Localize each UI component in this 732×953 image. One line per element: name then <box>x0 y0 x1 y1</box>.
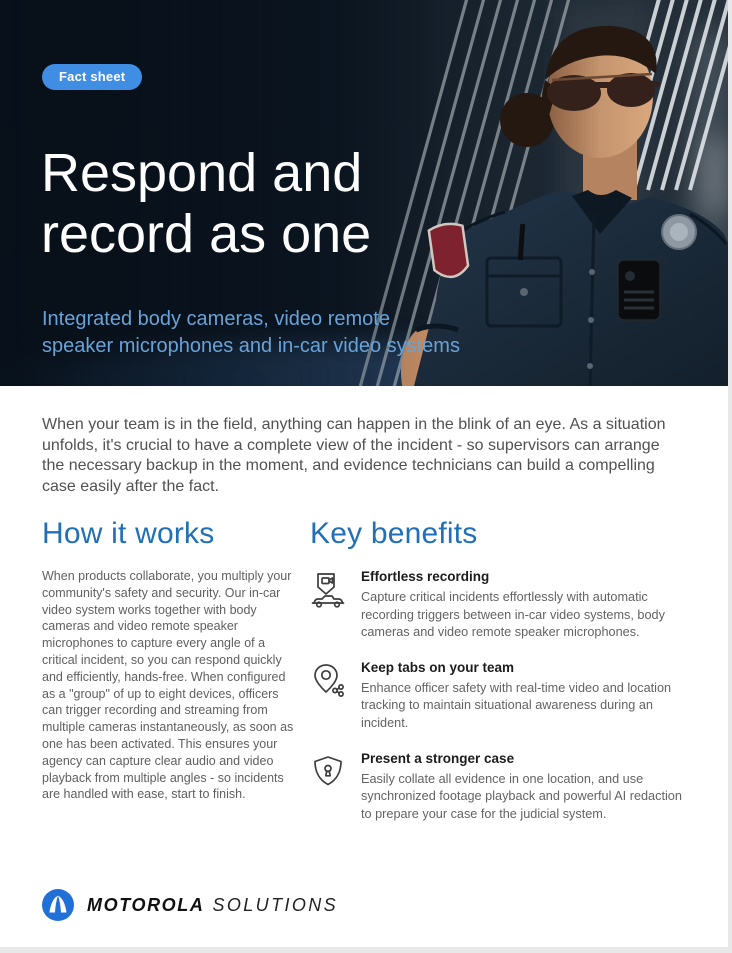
page-title-line1: Respond and <box>41 143 363 203</box>
hero-banner <box>0 0 728 386</box>
motorola-m-icon <box>42 889 74 921</box>
benefit-effortless-recording <box>310 568 686 642</box>
brand-wordmark <box>87 895 338 916</box>
how-it-works-heading: How it works <box>42 517 215 550</box>
main-content <box>0 415 728 840</box>
location-share-icon <box>310 659 350 733</box>
how-it-works-body: When products collaborate, you multiply your community's safety and security. Our in-car video system works together with body cameras and video remote speaker microphones to capture every angle of a critical incident, so you can respond quickly and efficiently, hands-free. When configured as a "group" of up to eight devices, officers can trigger recording and streaming from multiple cameras instantaneously, as soon as one has been activated. This ensures your agency can capture clear audio and video playback from multiple angles - so incidents are handled with ease, start to finish. <box>42 569 294 802</box>
benefit-title: Keep tabs on your team <box>361 659 515 675</box>
benefit-title: Effortless recording <box>361 569 490 584</box>
brand-solutions: SOLUTIONS <box>212 894 339 915</box>
benefit-keep-tabs <box>310 659 686 733</box>
car-video-camera-icon <box>310 568 350 642</box>
page-title-line2: record as one <box>41 204 372 264</box>
page-subtitle: Integrated body cameras, video remote speaker microphones and in-car video systems <box>42 308 460 357</box>
benefit-body: Enhance officer safety with real-time video and location tracking to maintain situational awareness during an incident. <box>361 680 672 730</box>
key-benefits-heading: Key benefits <box>310 517 478 550</box>
benefit-body: Capture critical incidents effortlessly with automatic recording triggers between in-car video systems, body cameras and video remote speaker microphones. <box>361 590 665 640</box>
fact-sheet-badge: Fact sheet <box>42 64 142 90</box>
key-benefits-section <box>310 517 686 840</box>
page-title <box>41 143 371 265</box>
intro-paragraph: When your team is in the field, anything can happen in the blink of an eye. As a situation unfolds, it's crucial to have a complete view of the incident - so supervisors can arrange the necessary backup in the moment, and evidence technicians can build a compelling case easily after the fact. <box>42 416 666 495</box>
benefit-body: Easily collate all evidence in one location, and use synchronized footage playback and powerful AI redaction to prepare your case for the judicial system. <box>361 771 682 821</box>
benefit-stronger-case <box>310 750 686 824</box>
footer-logo <box>42 889 338 921</box>
shield-lock-icon <box>310 750 350 824</box>
how-it-works-section <box>42 517 298 840</box>
benefit-title: Present a stronger case <box>361 750 515 766</box>
brand-motorola: MOTOROLA <box>87 894 205 915</box>
